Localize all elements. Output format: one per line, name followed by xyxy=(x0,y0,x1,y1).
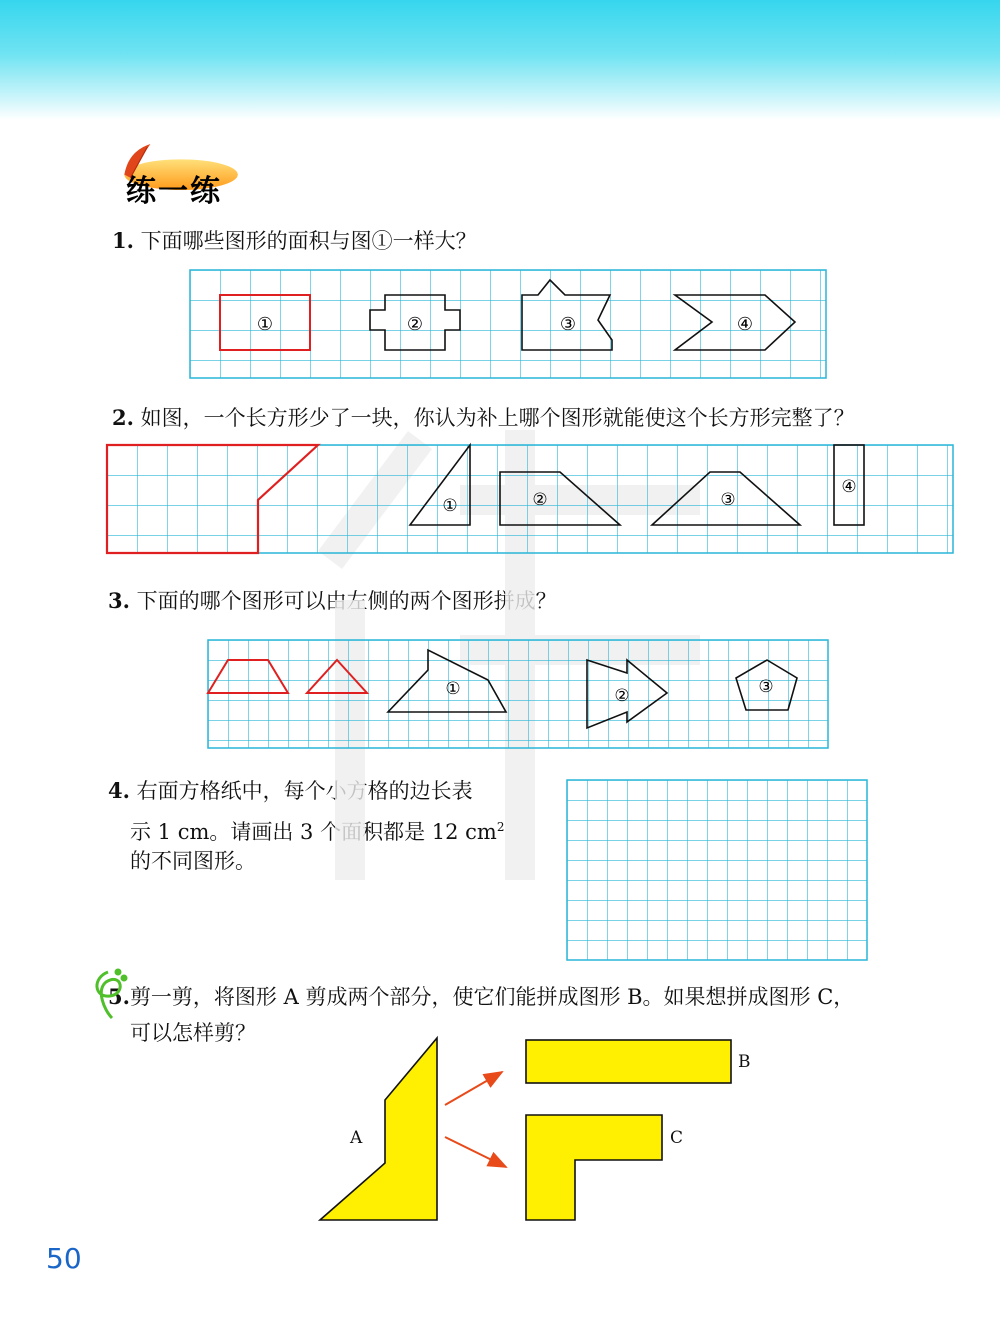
q2-label-2: ② xyxy=(532,490,548,510)
label-b: B xyxy=(738,1052,751,1072)
shape-b xyxy=(526,1040,731,1083)
q1-label-4: ④ xyxy=(736,314,754,335)
q4-number: 4. xyxy=(108,778,130,803)
shape-c xyxy=(526,1115,662,1220)
q4-text-1: 右面方格纸中，每个小方格的边长表 xyxy=(136,779,473,803)
page-number: 50 xyxy=(46,1242,82,1275)
q1-grid xyxy=(190,270,826,378)
q4-superscript: 2 xyxy=(496,820,505,834)
q5-line2: 可以怎样剪？ xyxy=(130,1021,256,1045)
q3-text: 下面的哪个图形可以由左侧的两个图形拼成？ xyxy=(136,589,557,613)
q3-label-1: ① xyxy=(445,679,461,699)
q1-text: 下面哪些图形的面积与图①一样大？ xyxy=(140,229,477,253)
q2-grid xyxy=(107,445,953,553)
swirl-icon xyxy=(97,970,126,1018)
q2-number: 2. xyxy=(112,405,134,430)
arrow-to-c xyxy=(445,1137,506,1167)
label-a: A xyxy=(350,1128,363,1148)
q3-label-3: ③ xyxy=(758,677,774,697)
q2-label-4: ④ xyxy=(841,477,857,497)
q4-text-2: 示 1 cm。请画出 3 个面积都是 12 cm xyxy=(130,820,497,844)
shape-a xyxy=(320,1038,437,1220)
q5-number: 5. xyxy=(108,984,130,1009)
q5-text-1: 剪一剪，将图形 A 剪成两个部分，使它们能拼成图形 B。如果想拼成图形 C， xyxy=(129,985,855,1009)
q1-label-3: ③ xyxy=(559,314,577,335)
q1-number: 1. xyxy=(112,228,134,253)
q2-text: 如图，一个长方形少了一块，你认为补上哪个图形就能使这个长方形完整了？ xyxy=(140,406,855,430)
q2-label-1: ① xyxy=(442,496,458,516)
q3-grid xyxy=(208,640,828,748)
label-c: C xyxy=(670,1128,684,1148)
q4-grid-paper xyxy=(567,780,867,960)
arrow-to-b xyxy=(445,1072,502,1105)
q1-label-2: ② xyxy=(406,314,424,335)
q2-label-3: ③ xyxy=(720,490,736,510)
q1-label-1: ① xyxy=(256,314,274,335)
q4-line3: 的不同图形。 xyxy=(130,849,256,873)
q3-label-2: ② xyxy=(614,686,630,706)
q3-number: 3. xyxy=(108,588,130,613)
section-title: 练一练 xyxy=(126,174,222,209)
